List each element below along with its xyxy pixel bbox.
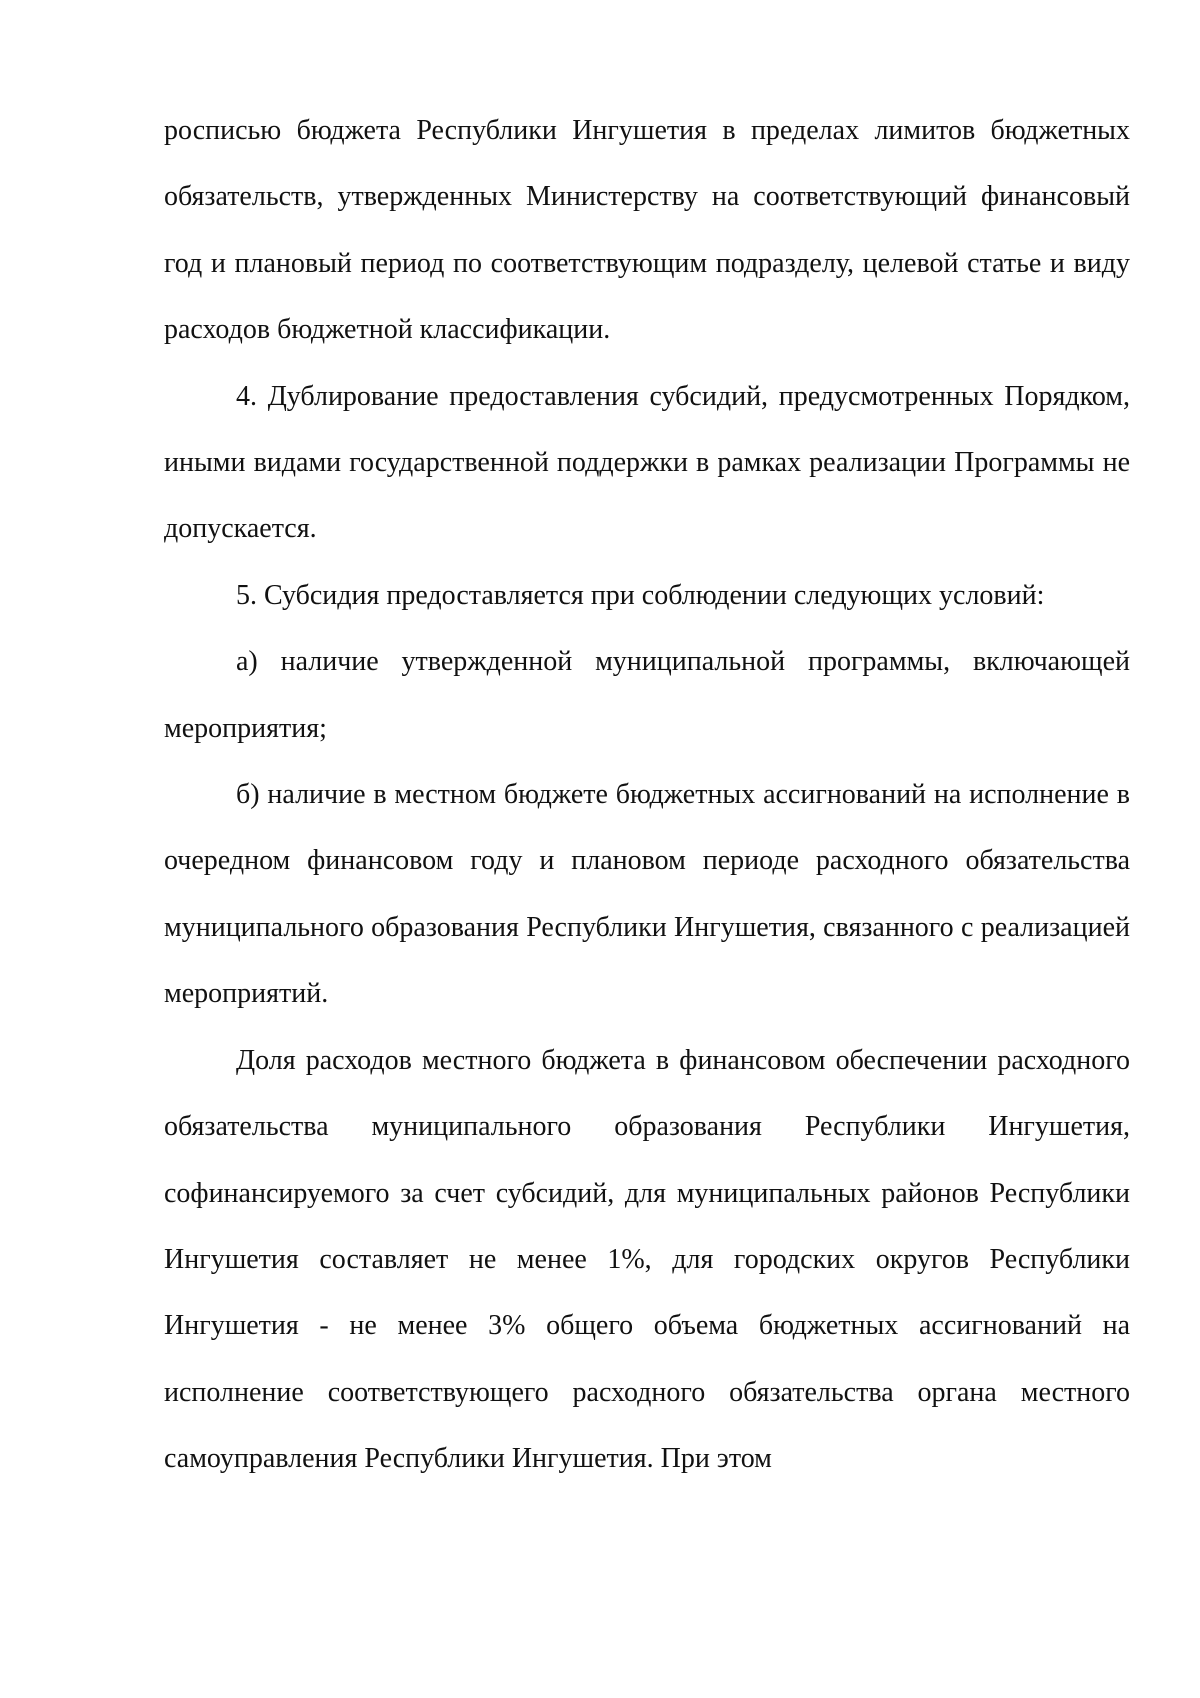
paragraph-item-5: 5. Субсидия предоставляется при соблюдении следующих условий: xyxy=(236,579,1045,611)
paragraph-budget-list: росписью бюджета Республики Ингушетия в пределах лимитов бюджетных обязательств, утвержденных Министерству на соответствующий финансовый год и плановый период по соответствующим подразделу, целевой статье и виду расходов бюджетной классификации. xyxy=(164,115,1130,346)
paragraph-cofinancing-share: Доля расходов местного бюджета в финансовом обеспечении расходного обязательства муниципального образования Республики Ингушетия, софинансируемого за счет субсидий, для муниципальных районов Республики Ингушетия составляет не менее 1%, для городских округов Республики Ингушетия - не менее 3% общего объема бюджетных ассигнований на исполнение соответствующего расходного обязательства органа местного самоуправления Республики Ингушетия. При этом xyxy=(164,1044,1130,1475)
paragraph-condition-b: б) наличие в местном бюджете бюджетных ассигнований на исполнение в очередном финансовом году и плановом периоде расходного обязательства муниципального образования Республики Ингушетия, связанного с реализацией мероприятий. xyxy=(164,779,1130,1010)
paragraph-condition-a: а) наличие утвержденной муниципальной программы, включающей мероприятия; xyxy=(164,646,1130,744)
document-page xyxy=(164,98,1130,1493)
paragraph-item-4: 4. Дублирование предоставления субсидий, предусмотренных Порядком, иными видами государственной поддержки в рамках реализации Программы не допускается. xyxy=(164,380,1130,545)
